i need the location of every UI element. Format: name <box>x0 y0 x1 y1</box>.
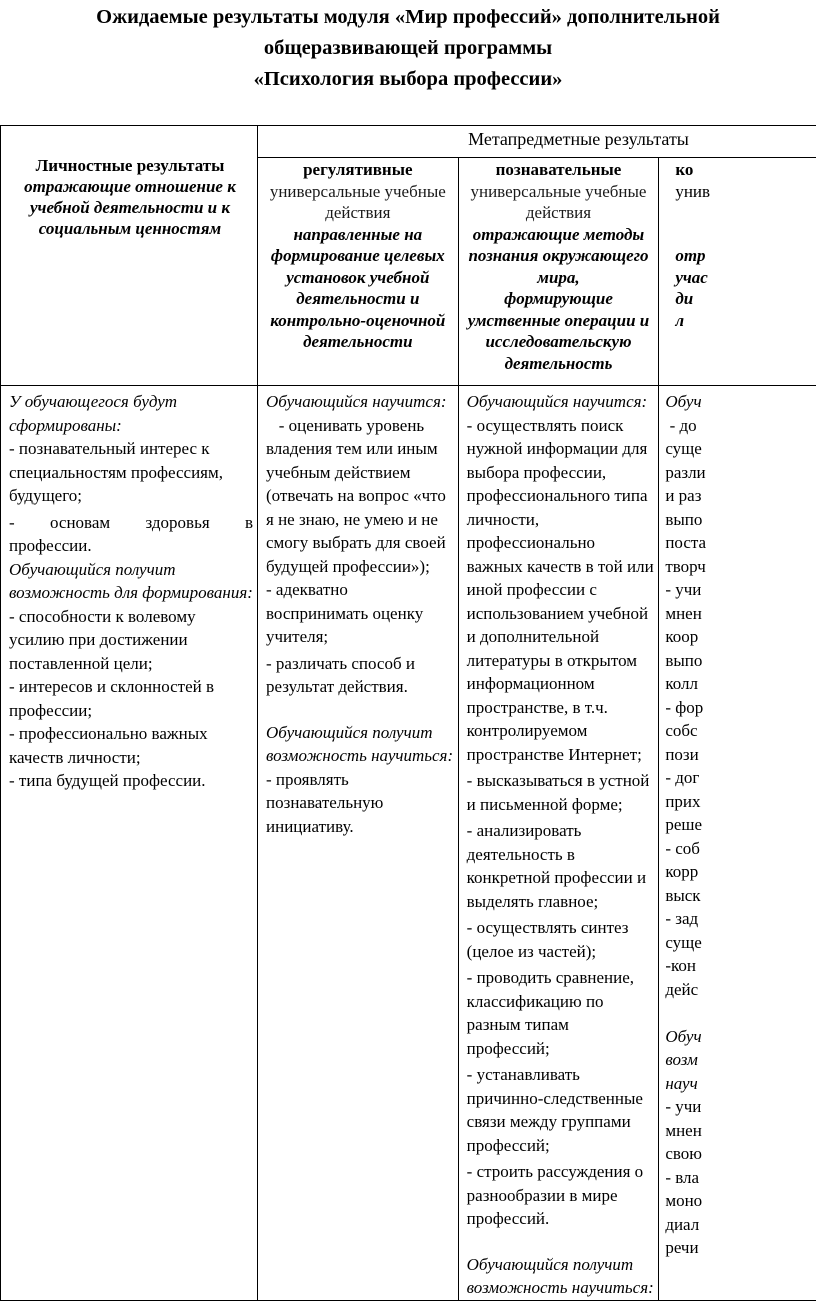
communicative-header-line <box>675 202 816 224</box>
communicative-line: коор <box>665 625 816 649</box>
communicative-line: - учи <box>665 1095 816 1119</box>
list-item: - осуществлять синтез (целое из частей); <box>467 916 655 963</box>
communicative-line: прих <box>665 790 816 814</box>
communicative-line: творч <box>665 555 816 579</box>
communicative-line: - фор <box>665 696 816 720</box>
communicative-line: диал <box>665 1213 816 1237</box>
list-item: - интересов и склонностей в профессии; <box>9 675 253 722</box>
cognitive-results-cell <box>458 386 659 1301</box>
meta-header-row <box>1 126 816 158</box>
list-item: - различать способ и результат действия. <box>266 652 454 699</box>
communicative-line: - зад <box>665 907 816 931</box>
personal-results-subtitle: отражающие отношение к учебной деятельности и к социальным ценностям <box>7 176 253 239</box>
communicative-header-line: учас <box>675 267 816 289</box>
title-line-2: общеразвивающей программы <box>0 33 816 64</box>
cognitive-description-2: формирующие умственные операции и исследовательскую деятельность <box>463 288 655 374</box>
communicative-line: суще <box>665 437 816 461</box>
communicative-results-text <box>659 386 816 1260</box>
communicative-line: - до <box>665 414 816 438</box>
regulative-header <box>258 158 459 386</box>
list-item: профессии. <box>9 534 253 558</box>
communicative-line: выпо <box>665 508 816 532</box>
regulative-intro: Обучающийся научится: <box>266 390 454 414</box>
list-item: - основам здоровья в <box>9 511 253 535</box>
cognitive-intro-2: Обучающийся получит возможность научиться: <box>467 1253 655 1300</box>
personal-results-header <box>1 126 258 386</box>
title-line-1: Ожидаемые результаты модуля «Мир профессий» дополнительной <box>0 2 816 33</box>
communicative-line: поста <box>665 531 816 555</box>
cognitive-intro: Обучающийся научится: <box>467 390 655 414</box>
communicative-line: - учи <box>665 578 816 602</box>
communicative-line: реше <box>665 813 816 837</box>
list-item: - оценивать уровень владения тем или иным учебным действием (отвечать на вопрос «что я не знаю, не умею и не смогу выбрать для своей будущей профессии»); <box>266 414 454 579</box>
communicative-line: моно <box>665 1189 816 1213</box>
list-item: - устанавливать причинно-следственные связи между группами профессий; <box>467 1063 655 1157</box>
personal-results-cell <box>1 386 258 1301</box>
communicative-line: суще <box>665 931 816 955</box>
communicative-line: -кон <box>665 954 816 978</box>
communicative-line: речи <box>665 1236 816 1260</box>
list-item: - профессионально важных качеств личности; <box>9 722 253 769</box>
list-item: - анализировать деятельность в конкретной профессии и выделять главное; <box>467 819 655 913</box>
communicative-line: колл <box>665 672 816 696</box>
document-title <box>0 2 816 95</box>
communicative-results-cell <box>659 386 816 1301</box>
list-item: - проводить сравнение, классификацию по разным типам профессий; <box>467 966 655 1060</box>
personal-results-title: Личностные результаты <box>7 155 253 176</box>
regulative-title: регулятивные <box>262 159 454 181</box>
list-item: - строить рассуждения о разнообразии в мире профессий. <box>467 1160 655 1231</box>
communicative-line: свою <box>665 1142 816 1166</box>
communicative-line: разли <box>665 461 816 485</box>
content-row <box>1 386 816 1301</box>
communicative-line: дейс <box>665 978 816 1002</box>
communicative-line: пози <box>665 743 816 767</box>
communicative-header <box>659 158 816 386</box>
list-item: - типа будущей профессии. <box>9 769 253 793</box>
cognitive-header <box>458 158 659 386</box>
communicative-header-line: отр <box>675 245 816 267</box>
list-item: - осуществлять поиск нужной информации для выбора профессии, профессионального типа личности, профессионально важных качеств в той или иной профессии с использованием учебной и дополнительной литературы в открытом информационном пространстве, в т.ч. контролируемом пространстве Интернет; <box>467 414 655 767</box>
communicative-line: выпо <box>665 649 816 673</box>
meta-results-title: Метапредметные результаты <box>258 126 816 150</box>
communicative-line: - соб <box>665 837 816 861</box>
results-table <box>0 125 816 1301</box>
communicative-line <box>665 1001 816 1025</box>
regulative-intro-2: Обучающийся получит возможность научиться: <box>266 721 454 768</box>
cognitive-title: познавательные <box>463 159 655 181</box>
communicative-header-line: ди <box>675 288 816 310</box>
list-item: - проявлять познавательную инициативу. <box>266 768 454 839</box>
personal-intro: У обучающегося будут сформированы: <box>9 390 253 437</box>
list-item: - высказываться в устной и письменной форме; <box>467 769 655 816</box>
cognitive-description-1: отражающие методы познания окружающего мира, <box>463 224 655 289</box>
communicative-header-line: л <box>675 310 816 332</box>
communicative-line: Обуч <box>665 1025 816 1049</box>
communicative-line: выск <box>665 884 816 908</box>
communicative-line: Обуч <box>665 390 816 414</box>
communicative-header-text <box>659 158 816 385</box>
regulative-description: направленные на формирование целевых установок учебной деятельности и контрольно-оценочной деятельности <box>262 224 454 353</box>
regulative-subtitle: универсальные учебные действия <box>262 181 454 224</box>
communicative-line: мнен <box>665 1119 816 1143</box>
communicative-header-line: ко <box>675 159 816 181</box>
communicative-line: - вла <box>665 1166 816 1190</box>
meta-results-header <box>258 126 816 158</box>
list-item: - адекватно воспринимать оценку учителя; <box>266 578 454 649</box>
communicative-line: науч <box>665 1072 816 1096</box>
personal-intro-2: Обучающийся получит возможность для формирования: <box>9 558 253 605</box>
communicative-line: возм <box>665 1048 816 1072</box>
communicative-header-line <box>675 224 816 246</box>
title-line-3: «Психология выбора профессии» <box>0 64 816 95</box>
communicative-header-line: унив <box>675 181 816 203</box>
regulative-results-cell <box>258 386 459 1301</box>
communicative-line: - дог <box>665 766 816 790</box>
communicative-line: мнен <box>665 602 816 626</box>
communicative-line: и раз <box>665 484 816 508</box>
cognitive-subtitle: универсальные учебные действия <box>463 181 655 224</box>
communicative-line: собс <box>665 719 816 743</box>
list-item: - способности к волевому усилию при достижении поставленной цели; <box>9 605 253 676</box>
list-item: - познавательный интерес к специальностям профессиям, будущего; <box>9 437 253 508</box>
communicative-line: корр <box>665 860 816 884</box>
